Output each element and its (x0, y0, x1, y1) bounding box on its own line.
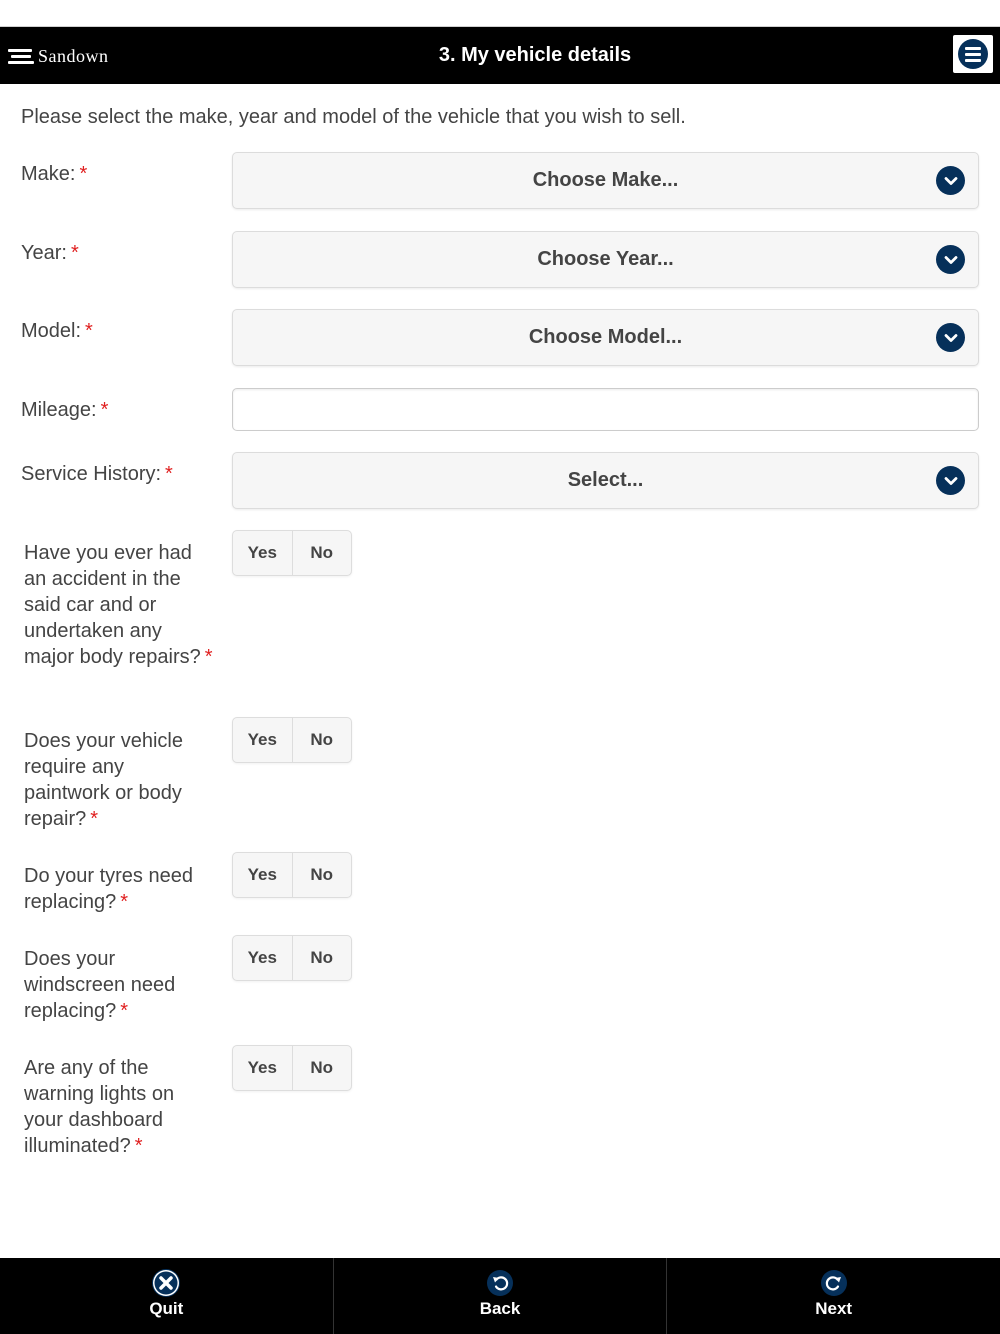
make-select-value: Choose Make... (532, 169, 679, 191)
bottom-toolbar (0, 1258, 1000, 1334)
windscreen-no-button[interactable]: No (310, 948, 334, 967)
back-button[interactable] (333, 1258, 667, 1334)
next-button[interactable] (666, 1258, 1000, 1334)
logo-stripes-icon (8, 47, 34, 65)
chevron-down-icon (936, 466, 965, 495)
model-select[interactable] (232, 309, 979, 366)
required-marker: * (134, 1135, 143, 1157)
close-icon (152, 1269, 180, 1297)
menu-icon (958, 39, 988, 69)
tyres-no-button[interactable]: No (310, 865, 334, 884)
windscreen-yes-no-toggle (232, 935, 352, 981)
accident-question-label: Have you ever had an accident in the said car and or undertaken any major body repairs? * (24, 542, 213, 668)
required-marker: * (100, 399, 109, 421)
warning-lights-yes-button[interactable]: Yes (233, 1046, 293, 1090)
quit-button[interactable] (0, 1258, 333, 1334)
model-select-value: Choose Model... (528, 326, 683, 348)
mileage-label: Mileage: * (21, 399, 109, 421)
service-history-label: Service History: * (21, 463, 173, 485)
mileage-input[interactable] (232, 388, 979, 431)
model-label: Model: * (21, 320, 93, 342)
paintwork-yes-button[interactable]: Yes (233, 718, 293, 762)
year-label: Year: * (21, 242, 79, 264)
page-title: 3. My vehicle details (438, 44, 632, 66)
chevron-down-icon (936, 323, 965, 352)
menu-button[interactable] (953, 35, 993, 73)
required-marker: * (120, 1000, 129, 1022)
redo-icon (820, 1269, 848, 1297)
required-marker: * (204, 646, 213, 668)
next-label: Next (815, 1299, 853, 1318)
sandown-logo[interactable] (8, 44, 109, 68)
tyres-question-label: Do your tyres need replacing? * (24, 865, 193, 913)
warning-lights-question-label: Are any of the warning lights on your dashboard illuminated? * (24, 1057, 175, 1157)
top-bar (0, 27, 1000, 84)
paintwork-no-button[interactable]: No (310, 730, 334, 749)
chevron-down-icon (936, 245, 965, 274)
quit-label: Quit (149, 1299, 184, 1318)
paintwork-yes-no-toggle (232, 717, 352, 763)
accident-yes-no-toggle (232, 530, 352, 576)
make-label: Make: * (21, 163, 88, 185)
chevron-down-icon (936, 166, 965, 195)
year-select-value: Choose Year... (537, 248, 674, 270)
required-marker: * (70, 242, 79, 264)
service-history-select-value: Select... (567, 469, 644, 491)
make-select[interactable] (232, 152, 979, 209)
undo-icon (486, 1269, 514, 1297)
status-bar-area (0, 0, 1000, 27)
required-marker: * (165, 463, 173, 485)
windscreen-yes-button[interactable]: Yes (233, 936, 293, 980)
required-marker: * (120, 891, 129, 913)
back-label: Back (479, 1299, 521, 1318)
required-marker: * (79, 163, 88, 185)
tyres-yes-button[interactable]: Yes (233, 853, 293, 897)
required-marker: * (85, 320, 93, 342)
tyres-yes-no-toggle (232, 852, 352, 898)
brand-name: Sandown (38, 45, 109, 66)
warning-lights-yes-no-toggle (232, 1045, 352, 1091)
required-marker: * (90, 808, 99, 830)
paintwork-question-label: Does your vehicle require any paintwork or body repair? * (24, 730, 183, 830)
windscreen-question-label: Does your windscreen need replacing? * (24, 948, 176, 1022)
service-history-select[interactable] (232, 452, 979, 509)
accident-no-button[interactable]: No (310, 543, 334, 562)
accident-yes-button[interactable]: Yes (233, 531, 293, 575)
intro-text: Please select the make, year and model of the vehicle that you wish to sell. (21, 106, 686, 128)
warning-lights-no-button[interactable]: No (310, 1058, 334, 1077)
year-select[interactable] (232, 231, 979, 288)
